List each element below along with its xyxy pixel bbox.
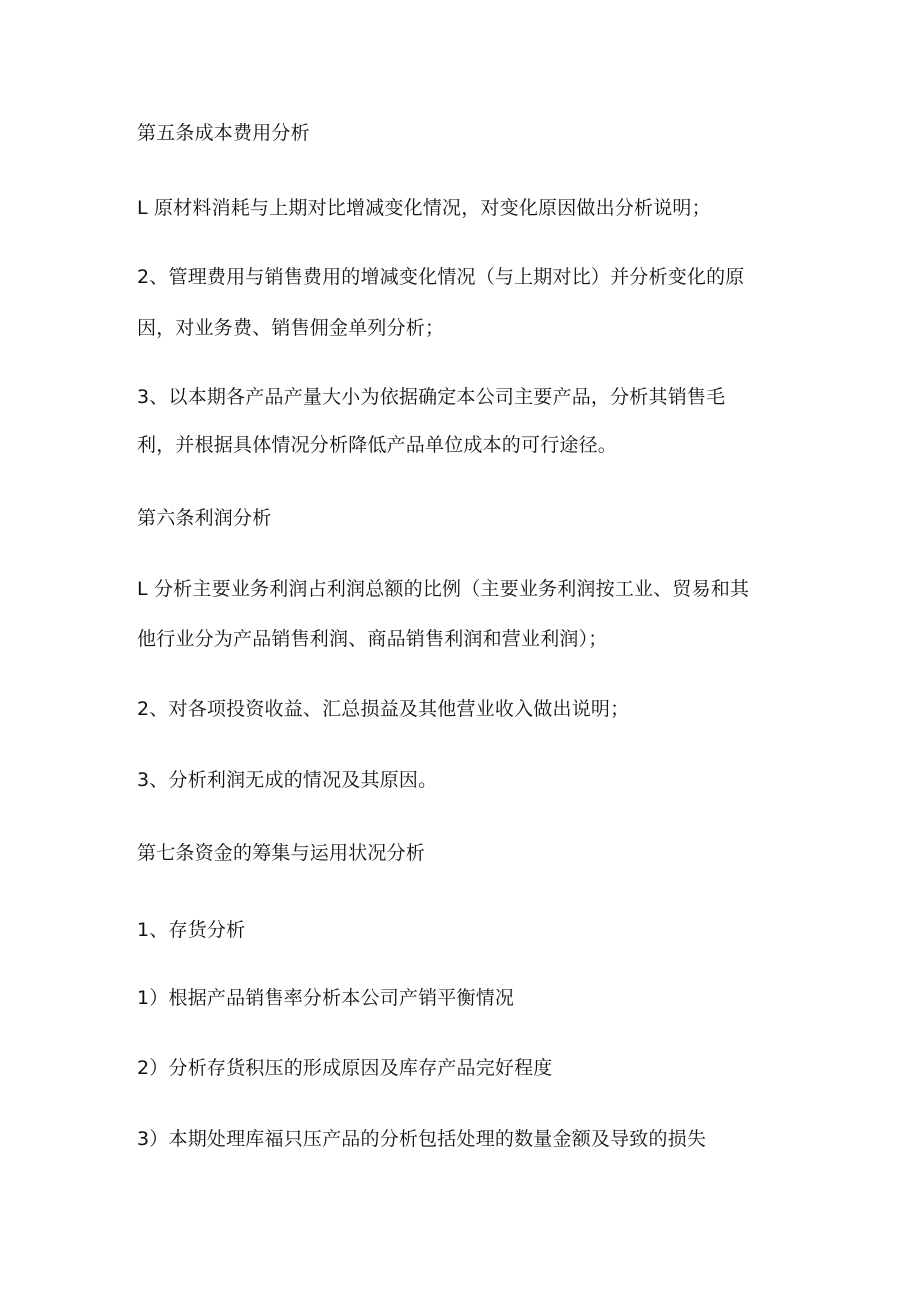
section5-heading: 第五条成本费用分析 [137,122,310,144]
section7-item1: 1、存货分析 [137,919,246,941]
section5-item2-line2: 因，对业务费、销售佣金单列分析； [137,317,445,339]
section6-item3: 3、分析利润无成的情况及其原因。 [137,769,438,791]
section5-item1: L 原材料消耗与上期对比增减变化情况，对变化原因做出分析说明； [137,197,711,219]
section7-sub2: 2）分析存货积压的形成原因及库存产品完好程度 [137,1057,553,1079]
section6-heading: 第六条利润分析 [137,507,272,529]
section7-sub3: 3）本期处理库福只压产品的分析包括处理的数量金额及导致的损失 [137,1128,707,1150]
section5-item2-line1: 2、管理费用与销售费用的增减变化情况（与上期对比）并分析变化的原 [137,266,745,288]
section6-item1-line1: L 分析主要业务利润占利润总额的比例（主要业务利润按工业、贸易和其 [137,578,750,600]
section5-item3-line1: 3、以本期各产品产量大小为依据确定本公司主要产品，分析其销售毛 [137,386,726,408]
section7-heading: 第七条资金的筹集与运用状况分析 [137,842,426,864]
section5-item3-line2: 利，并根据具体情况分析降低产品单位成本的可行途径。 [137,434,618,456]
section6-item1-line2: 他行业分为产品销售利润、商品销售利润和营业利润）； [137,628,608,650]
section7-sub1: 1）根据产品销售率分析本公司产销平衡情况 [137,987,515,1009]
section6-item2: 2、对各项投资收益、汇总损益及其他营业收入做出说明； [137,698,630,720]
